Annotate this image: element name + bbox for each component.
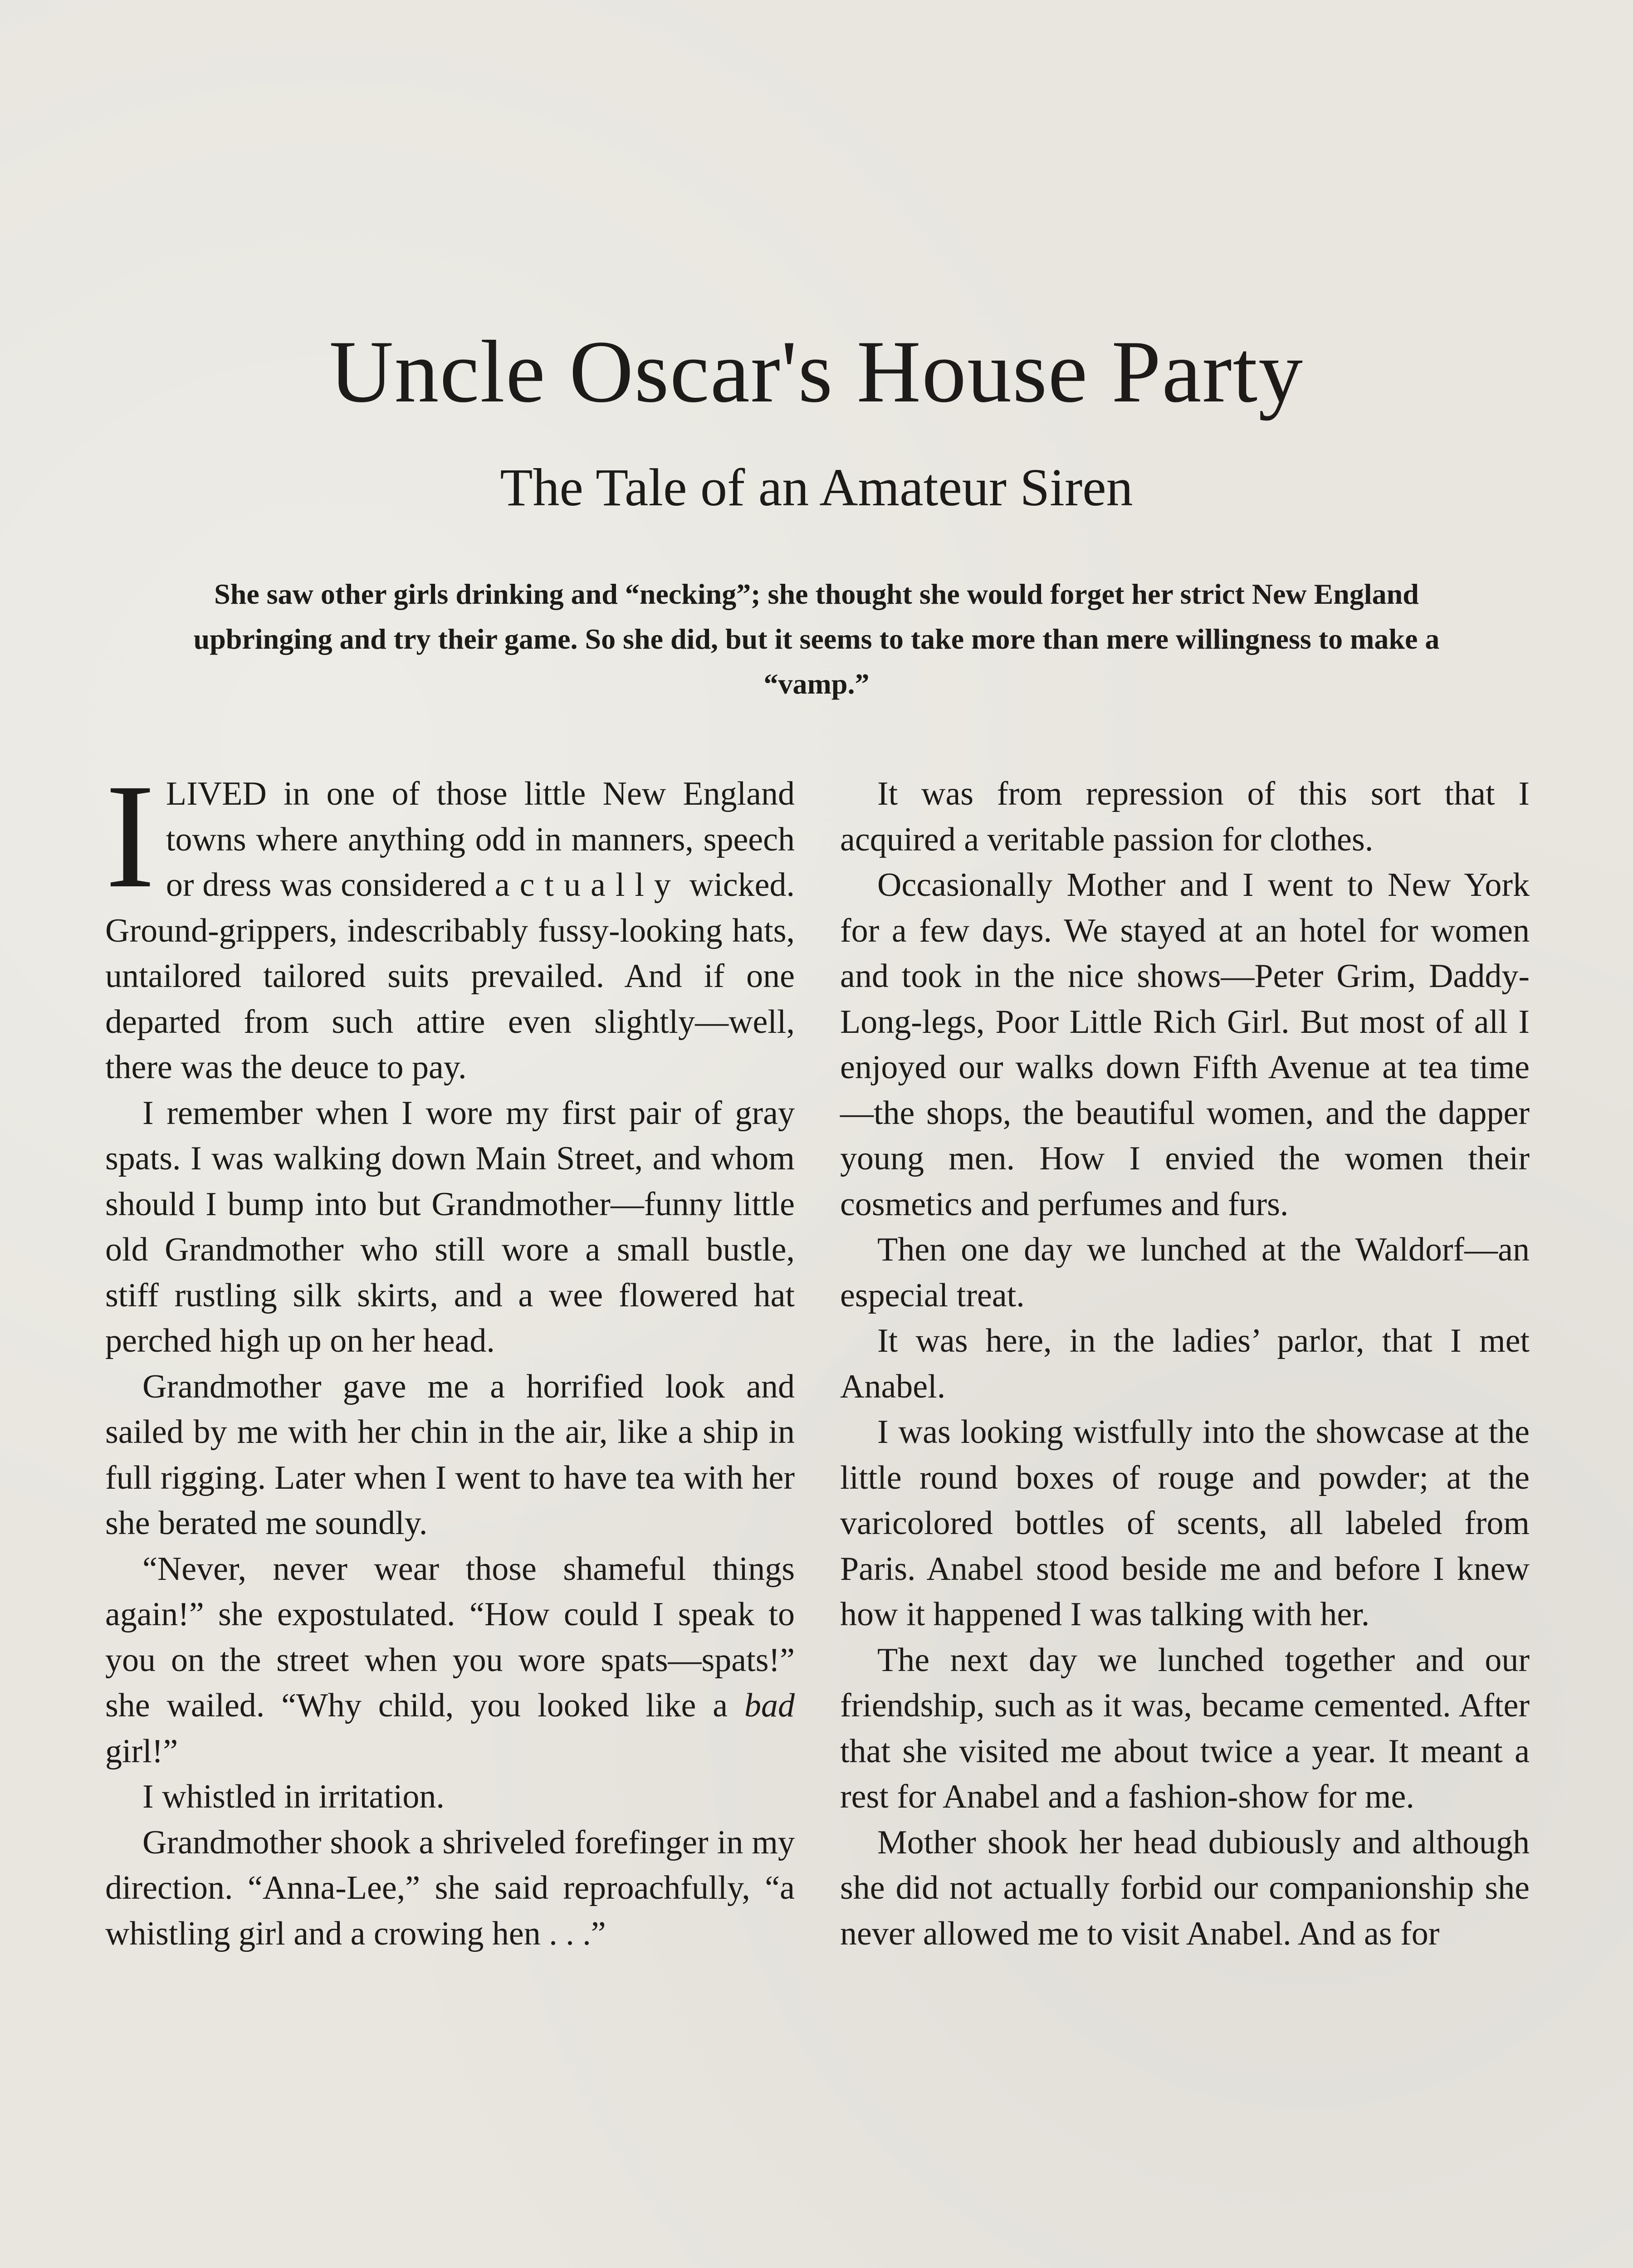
right-paragraph-6: The next day we lunched together and our friendship, such as it was, became cemented. After that she visited me about twice a year. It meant a rest for Anabel and a fashion-show for me. [840, 1641, 1530, 1815]
left-paragraph-6: Grandmother shook a shriveled forefinger in my direction. “Anna-Lee,” she said reproachfully, “a whistling girl and a crowing hen . . .” [105, 1823, 795, 1952]
right-paragraph-7: Mother shook her head dubiously and although she did not actually forbid our companionship she never allowed me to visit Anabel. And as for [840, 1823, 1530, 1952]
right-paragraph-2: Occasionally Mother and I went to New York for a few days. We stayed at an hotel for women and took in the nice shows—Peter Grim, Daddy-Long-legs, Poor Little Rich Girl. But most of all I enjoyed our walks down Fifth Avenue at tea time—the shops, the beautiful women, and the dapper young men. How I envied the women their cosmetics and perfumes and furs. [840, 866, 1530, 1223]
left-paragraph-5: I whistled in irritation. [142, 1778, 445, 1815]
right-paragraph-4: It was here, in the ladies’ parlor, that I met Anabel. [840, 1322, 1530, 1405]
right-paragraph-5: I was looking wistfully into the showcase at the little round boxes of rouge and powder; at the varicolored bottles of scents, all labeled from Paris. Anabel stood beside me and before I knew how it happened I was talking with her. [840, 1413, 1530, 1633]
left-paragraph-1 [105, 753, 795, 1090]
right-paragraph-3: Then one day we lunched at the Waldorf—an especial treat. [840, 1231, 1530, 1314]
left-paragraph-1-spaced-word: actually [494, 866, 681, 904]
left-paragraph-4-text-b: girl!” [105, 1732, 178, 1770]
left-paragraph-4-italic: bad [744, 1687, 795, 1724]
drop-cap: I [105, 753, 155, 919]
left-paragraph-1-text-a: LIVED in one of those little New England towns where anything odd in manners, speech or dress was considered [166, 775, 795, 904]
left-paragraph-4 [105, 1546, 795, 1774]
left-paragraph-1-text-b: wicked. Ground-grippers, indescribably fussy-looking hats, untailored tailored suits prevailed. And if one departed from such attire even slightly—well, there was the deuce to pay. [105, 866, 795, 1086]
left-paragraph-2: I remember when I wore my first pair of gray spats. I was walking down Main Street, and whom should I bump into but Grandmother—funny little old Grandmother who still wore a small bustle, stiff rustling silk skirts, and a wee flowered hat perched high up on her head. [105, 1094, 795, 1359]
left-paragraph-4-text-a: “Never, never wear those shameful things again!” she expostulated. “How could I speak to you on the street when you wore spats—spats!” she wailed. “Why child, you looked like a [105, 1550, 795, 1724]
article-subtitle: The Tale of an Amateur Siren [500, 458, 1133, 517]
right-paragraph-1: It was from repression of this sort that I acquired a veritable passion for clothes. [840, 775, 1530, 858]
article-title: Uncle Oscar's House Party [329, 323, 1304, 421]
article-intro: She saw other girls drinking and “necking”; she thought she would forget her strict New England upbringing and try their game. So she did, but it seems to take more than mere willingness to make a “vamp.” [193, 578, 1440, 700]
right-column [840, 771, 1530, 1956]
left-column [105, 753, 795, 1956]
left-paragraph-3: Grandmother gave me a horrified look and sailed by me with her chin in the air, like a ship in full rigging. Later when I went to have tea with her she berated me soundly. [105, 1368, 795, 1542]
